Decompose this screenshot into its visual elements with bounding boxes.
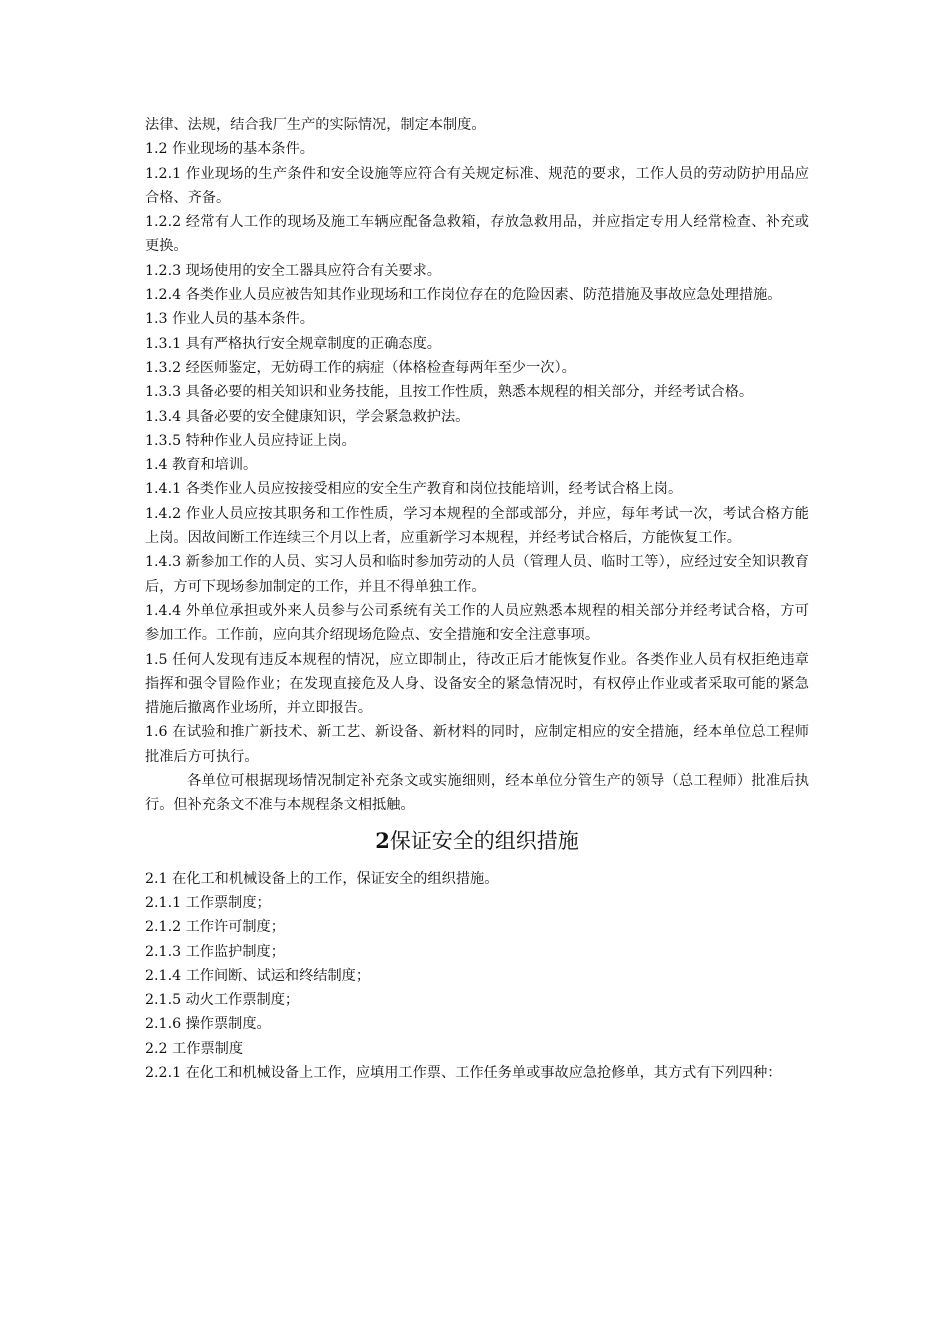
section-heading [145, 824, 809, 858]
paragraph-2-1-4: 2.1.4 工作间断、试运和终结制度； [145, 967, 371, 984]
paragraph-intro-continuation: 法律、法规，结合我厂生产的实际情况，制定本制度。 [145, 117, 486, 133]
paragraph-1-3-5: 1.3.5 特种作业人员应持证上岗。 [145, 432, 356, 449]
paragraph-1-4-2: 1.4.2 作业人员应按其职务和工作性质，学习本规程的全部或部分，并应，每年考试一次，考试合格方能上岗。因故间断工作连续三个月以上者，应重新学习本规程，并经考试合格后，方能恢复工作。 [145, 505, 809, 547]
paragraph-1-2-2: 1.2.2 经常有人工作的现场及施工车辆应配备急救箱，存放急救用品，并应指定专用人经常检查、补充或更换。 [145, 214, 809, 255]
section-title: 保证安全的组织措施 [389, 828, 579, 853]
paragraph-1-5: 1.5 任何人发现有违反本规程的情况，应立即制止，待改正后才能恢复作业。各类作业人员有权拒绝违章指挥和强令冒险作业；在发现直接危及人身、设备安全的紧急情况时，有权停止作业或者采取可能的紧急措施后撤离作业场所，并立即报告。 [145, 651, 809, 717]
paragraph-2-1-5: 2.1.5 动火工作票制度； [145, 992, 300, 1009]
paragraph-2-2: 2.2 工作票制度 [145, 1040, 244, 1057]
paragraph-1-3: 1.3 作业人员的基本条件。 [145, 311, 314, 328]
paragraph-2-1-6: 2.1.6 操作票制度。 [145, 1016, 271, 1033]
paragraph-1-3-3: 1.3.3 具备必要的相关知识和业务技能，且按工作性质，熟悉本规程的相关部分，并经考试合格。 [145, 384, 754, 401]
paragraph-1-2: 1.2 作业现场的基本条件。 [145, 141, 314, 158]
paragraph-1-2-4: 1.2.4 各类作业人员应被告知其作业现场和工作岗位存在的危险因素、防范措施及事故应急处理措施。 [145, 287, 782, 304]
paragraph-supplementary-note: 各单位可根据现场情况制定补充条文或实施细则，经本单位分管生产的领导（总工程师）批准后执行。但补充条文不准与本规程条文相抵触。 [145, 773, 809, 814]
paragraph-2-2-1: 2.2.1 在化工和机械设备上工作，应填用工作票、工作任务单或事故应急抢修单，其方式有下列四种： [145, 1064, 782, 1081]
section-number: 2 [375, 827, 390, 853]
paragraph-1-6: 1.6 在试验和推广新技术、新工艺、新设备、新材料的同时，应制定相应的安全措施，经本单位总工程师批准后方可执行。 [145, 724, 809, 765]
paragraph-1-3-4: 1.3.4 具备必要的安全健康知识，学会紧急救护法。 [145, 408, 470, 425]
paragraph-2-1: 2.1 在化工和机械设备上的工作，保证安全的组织措施。 [145, 870, 499, 887]
paragraph-1-3-1: 1.3.1 具有严格执行安全规章制度的正确态度。 [145, 335, 441, 352]
paragraph-2-1-2: 2.1.2 工作许可制度； [145, 919, 285, 936]
paragraph-1-4-1: 1.4.1 各类作业人员应按接受相应的安全生产教育和岗位技能培训，经考试合格上岗。 [145, 481, 683, 498]
document-page [145, 113, 809, 1085]
paragraph-1-2-1: 1.2.1 作业现场的生产条件和安全设施等应符合有关规定标准、规范的要求，工作人员的劳动防护用品应合格、齐备。 [145, 165, 809, 206]
paragraph-1-4-4: 1.4.4 外单位承担或外来人员参与公司系统有关工作的人员应熟悉本规程的相关部分并经考试合格，方可参加工作。工作前，应向其介绍现场危险点、安全措施和安全注意事项。 [145, 602, 809, 644]
paragraph-1-4: 1.4 教育和培训。 [145, 457, 258, 474]
paragraph-2-1-3: 2.1.3 工作监护制度； [145, 943, 285, 960]
paragraph-1-2-3: 1.2.3 现场使用的安全工器具应符合有关要求。 [145, 262, 441, 279]
paragraph-1-3-2: 1.3.2 经医师鉴定，无妨碍工作的病症（体格检查每两年至少一次）。 [145, 359, 576, 376]
paragraph-2-1-1: 2.1.1 工作票制度； [145, 894, 271, 911]
paragraph-1-4-3: 1.4.3 新参加工作的人员、实习人员和临时参加劳动的人员（管理人员、临时工等），应经过安全知识教育后，方可下现场参加制定的工作，并且不得单独工作。 [145, 554, 809, 595]
